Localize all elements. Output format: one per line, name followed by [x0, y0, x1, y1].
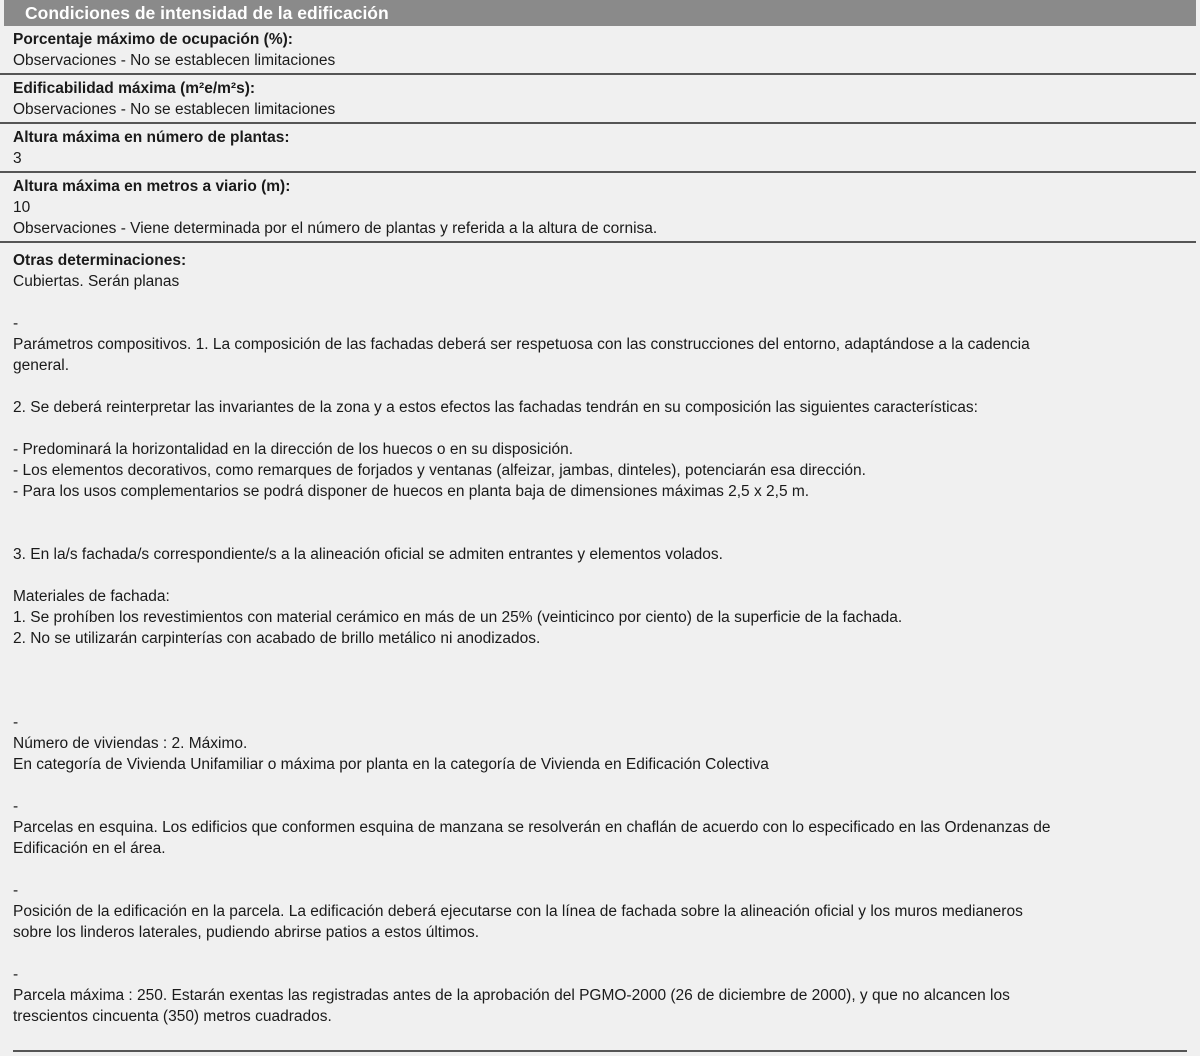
- text-line: -: [13, 798, 19, 815]
- text-line: [13, 670, 1187, 691]
- text-line: 2. Se deberá reinterpretar las invariantes de la zona y a estos efectos las fachadas tendrán en su composición las siguientes características:: [13, 399, 978, 416]
- parameter-label: Edificabilidad máxima (m²e/m²s):: [13, 80, 256, 97]
- text-line: Número de viviendas : 2. Máximo.: [13, 735, 248, 752]
- text-line: [13, 775, 1187, 796]
- text-line: [13, 649, 1187, 670]
- text-line: [13, 943, 1187, 964]
- text-line: [13, 502, 1187, 523]
- text-line: [13, 691, 1187, 712]
- text-line: [13, 859, 1187, 880]
- text-line: En categoría de Vivienda Unifamiliar o máxima por planta en la categoría de Vivienda en Edificación Colectiva: [13, 756, 769, 773]
- text-line: Parcelas en esquina. Los edificios que conformen esquina de manzana se resolverán en chaflán de acuerdo con lo especificado en las Ordenanzas de: [13, 819, 1051, 836]
- parameter-section: [0, 173, 1196, 243]
- text-line: -: [13, 966, 19, 983]
- text-line: trescientos cincuenta (350) metros cuadrados.: [13, 1008, 332, 1025]
- parameter-sections: [0, 26, 1200, 243]
- text-line: [13, 523, 1187, 544]
- text-line: sobre los linderos laterales, pudiendo abrirse patios a estos últimos.: [13, 924, 480, 941]
- text-line: Posición de la edificación en la parcela. La edificación deberá ejecutarse con la línea de fachada sobre la alineación oficial y los muros medianeros: [13, 903, 1023, 920]
- section-header: Condiciones de intensidad de la edificación: [4, 0, 1196, 26]
- parameter-value: 10: [13, 199, 31, 216]
- parameter-section: [0, 26, 1196, 75]
- text-line: - Los elementos decorativos, como remarques de forjados y ventanas (alfeizar, jambas, dinteles), potenciarán esa dirección.: [13, 462, 866, 479]
- bottom-divider: [13, 1050, 1187, 1052]
- text-line: Cubiertas. Serán planas: [13, 273, 180, 290]
- parameter-value: Observaciones - Viene determinada por el número de plantas y referida a la altura de cornisa.: [13, 220, 658, 237]
- text-line: - Predominará la horizontalidad en la dirección de los huecos o en su disposición.: [13, 441, 574, 458]
- text-line: Edificación en el área.: [13, 840, 166, 857]
- parameter-value: 3: [13, 150, 22, 167]
- otras-determinaciones-text: [13, 271, 1187, 1027]
- otras-determinaciones: [0, 243, 1200, 1027]
- text-line: [13, 292, 1187, 313]
- text-line: 2. No se utilizarán carpinterías con acabado de brillo metálico ni anodizados.: [13, 630, 541, 647]
- otras-determinaciones-label: Otras determinaciones:: [13, 252, 187, 269]
- text-line: - Para los usos complementarios se podrá disponer de huecos en planta baja de dimensiones máximas 2,5 x 2,5 m.: [13, 483, 810, 500]
- parameter-label: Porcentaje máximo de ocupación (%):: [13, 31, 293, 48]
- parameter-label: Altura máxima en metros a viario (m):: [13, 178, 291, 195]
- parameter-section: [0, 124, 1196, 173]
- text-line: -: [13, 714, 19, 731]
- parameter-section: [0, 75, 1196, 124]
- text-line: general.: [13, 357, 70, 374]
- text-line: [13, 376, 1187, 397]
- parameter-value: Observaciones - No se establecen limitaciones: [13, 52, 336, 69]
- text-line: [13, 565, 1187, 586]
- text-line: Parcela máxima : 250. Estarán exentas las registradas antes de la aprobación del PGMO-2000 (26 de diciembre de 2000), y que no alcancen los: [13, 987, 1010, 1004]
- text-line: [13, 418, 1187, 439]
- parameter-value: Observaciones - No se establecen limitaciones: [13, 101, 336, 118]
- parameter-label: Altura máxima en número de plantas:: [13, 129, 290, 146]
- text-line: 3. En la/s fachada/s correspondiente/s a la alineación oficial se admiten entrantes y elementos volados.: [13, 546, 723, 563]
- text-line: -: [13, 882, 19, 899]
- text-line: Materiales de fachada:: [13, 588, 170, 605]
- text-line: 1. Se prohíben los revestimientos con material cerámico en más de un 25% (veinticinco por ciento) de la superficie de la fachada.: [13, 609, 903, 626]
- text-line: Parámetros compositivos. 1. La composición de las fachadas deberá ser respetuosa con las construcciones del entorno, adaptándose a la cadencia: [13, 336, 1030, 353]
- text-line: -: [13, 315, 19, 332]
